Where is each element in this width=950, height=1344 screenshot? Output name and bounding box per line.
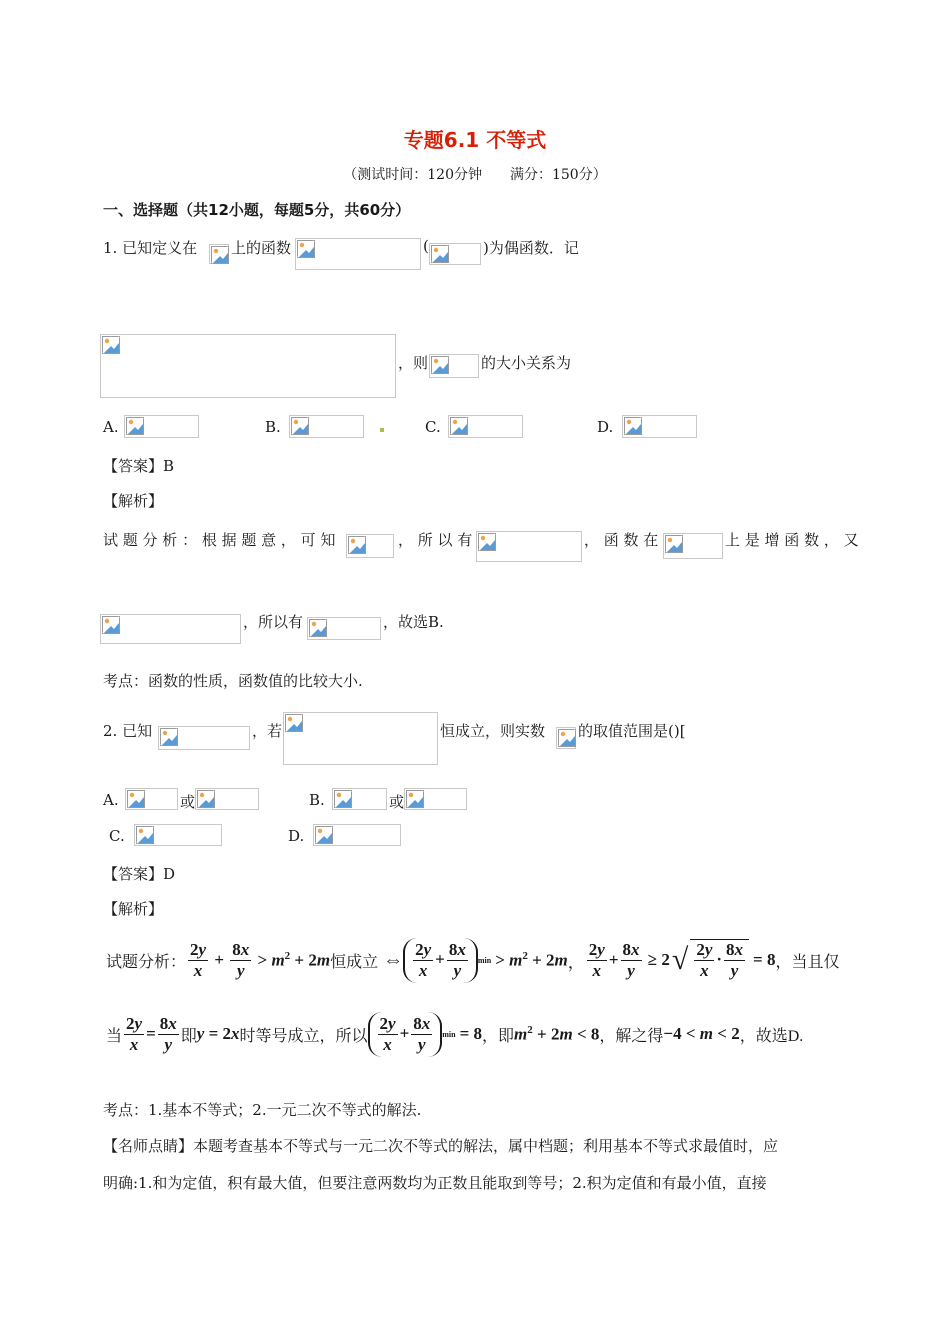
math-ji: 即	[180, 1025, 197, 1045]
q1-text-1: 1. 已知定义在	[103, 239, 198, 257]
fraction-8x-y: $\frac{8x}{y}$	[232, 939, 250, 980]
q2-text-1: 2. 已知	[103, 722, 153, 740]
q2-point: 考点：1.基本不等式；2.一元二次不等式的解法.	[103, 1101, 422, 1119]
math-comma: ，	[567, 952, 585, 972]
q2-text-4: 的取值范围是()[	[578, 722, 686, 740]
formula-image	[346, 534, 394, 558]
broken-image-icon	[450, 417, 468, 435]
math-ji-2: ，即	[482, 1025, 515, 1045]
formula-image	[307, 617, 381, 640]
formula-image	[476, 531, 582, 562]
min-subscript: min	[477, 955, 492, 965]
q1-analysis-6: ，故选B.	[383, 613, 444, 631]
q1-text-3: (	[423, 237, 429, 255]
q2-option-b-label: B.	[309, 791, 325, 809]
broken-image-icon	[291, 417, 309, 435]
broken-image-icon	[297, 240, 315, 258]
analysis-math-line-1: 试题分析： $\frac{2y}{x}$ + $\frac{8x}{y}$ > $m^2 + 2m$ 恒成立 ⇔ $\frac{2y}{x}$ + $\frac{8x}{y}$ min > $m^2 + 2m$ ， $\frac{2y}{x}$ + $\frac{8x}{y}$ ≥ 2 √ $\frac{2y}{x}$ · $\frac{8x}{y}$ = 8 ，当且仅	[106, 934, 840, 986]
formula-image	[158, 726, 250, 750]
q1-analysis-3: ， 函 数 在	[584, 531, 659, 549]
stray-mark	[380, 428, 384, 432]
broken-image-icon	[478, 533, 496, 551]
q1-point: 考点：函数的性质，函数值的比较大小.	[103, 672, 363, 690]
math-solve-text: ，解之得	[599, 1025, 664, 1045]
q1-text-6: 的大小关系为	[481, 354, 572, 372]
q1-analysis-5: ，所以有	[243, 613, 304, 631]
formula-image	[429, 243, 481, 265]
math-mid-text: 时等号成立，所以	[239, 1025, 368, 1045]
formula-image	[100, 334, 396, 398]
test-info: （测试时间：120分钟 满分：150分）	[343, 167, 607, 183]
q1-text-5: ，则	[398, 354, 429, 372]
page-title: 专题6.1 不等式	[403, 128, 547, 152]
broken-image-icon	[334, 790, 352, 808]
formula-image	[448, 415, 523, 438]
q1-analysis-1: 试 题 分 析 ： 根 据 题 意 ， 可 知	[103, 531, 336, 549]
q1-analysis-heading: 【解析】	[103, 492, 164, 510]
analysis-math-line-2: 当 $\frac{2y}{x}$ = $\frac{8x}{y}$ 即 y = 2x 时等号成立，所以 $\frac{2y}{x}$ + $\frac{8x}{y}$ min = 8 ，即 $m^2 + 2m < 8$ ，解之得 −4 < m < 2 ，故选D.	[106, 1008, 803, 1060]
q1-text-4: )为偶函数．记	[483, 239, 579, 257]
math-equals-8-2: = 8	[459, 1024, 483, 1043]
formula-image	[429, 354, 479, 378]
q2-text-2: ，若	[252, 722, 283, 740]
broken-image-icon	[348, 536, 366, 554]
paren-group: $\frac{2y}{x}$ + $\frac{8x}{y}$	[403, 938, 478, 983]
formula-image	[556, 727, 576, 749]
formula-image	[663, 533, 723, 559]
broken-image-icon	[665, 535, 683, 553]
broken-image-icon	[211, 246, 229, 264]
sqrt-sign: √	[671, 943, 689, 976]
formula-image	[404, 788, 467, 810]
broken-image-icon	[197, 790, 215, 808]
math-prefix: 试题分析：	[106, 951, 187, 971]
q1-text-2: 上的函数	[231, 239, 292, 257]
q1-option-c-label: C.	[425, 418, 441, 436]
math-holds-text: 恒成立	[330, 951, 379, 971]
q1-analysis-2: ， 所 以 有	[398, 531, 473, 549]
fraction-2y-x: $\frac{2y}{x}$	[190, 939, 207, 980]
formula-image	[295, 238, 421, 270]
formula-image	[195, 788, 259, 810]
q2-option-a-label: A.	[103, 791, 119, 809]
broken-image-icon	[285, 714, 303, 732]
broken-image-icon	[126, 417, 144, 435]
q2-analysis-heading: 【解析】	[103, 900, 164, 918]
broken-image-icon	[315, 826, 333, 844]
formula-image	[332, 788, 387, 810]
q2-option-d-label: D.	[288, 827, 305, 845]
q1-option-b-label: B.	[265, 418, 281, 436]
sqrt-group: $\frac{2y}{x}$ · $\frac{8x}{y}$	[690, 939, 749, 981]
broken-image-icon	[431, 245, 449, 263]
paren-group-2: $\frac{2y}{x}$ + $\frac{8x}{y}$	[368, 1012, 443, 1057]
q2-or-2: 或	[389, 793, 405, 811]
broken-image-icon	[127, 790, 145, 808]
formula-image	[209, 244, 229, 264]
q2-answer: 【答案】D	[103, 865, 176, 883]
broken-image-icon	[102, 616, 120, 634]
q2-note-line-1: 【名师点睛】本题考查基本不等式与一元二次不等式的解法，属中档题；利用基本不等式求最值时，应	[103, 1137, 779, 1155]
math-equals-8: = 8	[753, 950, 776, 969]
formula-image	[125, 788, 178, 810]
broken-image-icon	[136, 826, 154, 844]
formula-image	[134, 824, 222, 846]
math-suffix: ，当且仅	[775, 951, 840, 971]
formula-image	[622, 415, 697, 438]
formula-image	[100, 614, 241, 644]
q2-text-3: 恒成立，则实数	[440, 722, 546, 740]
broken-image-icon	[102, 336, 120, 354]
section-heading: 一、选择题（共12小题，每题5分，共60分）	[103, 201, 411, 219]
broken-image-icon	[558, 729, 576, 747]
math-prefix-2: 当	[106, 1025, 123, 1045]
formula-image	[289, 415, 364, 438]
formula-image	[313, 824, 401, 846]
broken-image-icon	[406, 790, 424, 808]
formula-image	[124, 415, 199, 438]
min-subscript-2: min	[442, 1029, 456, 1039]
formula-image	[283, 712, 438, 765]
broken-image-icon	[309, 619, 327, 637]
q2-or-1: 或	[180, 793, 196, 811]
q1-option-a-label: A.	[103, 418, 119, 436]
q2-note-line-2: 明确:1.和为定值，积有最大值，但要注意两数均为正数且能取到等号；2.积为定值和有最小值，直接	[103, 1174, 767, 1192]
q1-analysis-4: 上 是 增 函 数 ， 又	[725, 531, 859, 549]
q2-option-c-label: C.	[109, 827, 125, 845]
q1-option-d-label: D.	[597, 418, 614, 436]
q1-answer: 【答案】B	[103, 457, 175, 475]
broken-image-icon	[160, 728, 178, 746]
math-suffix-2: ，故选D.	[739, 1027, 804, 1045]
broken-image-icon	[431, 356, 449, 374]
broken-image-icon	[624, 417, 642, 435]
